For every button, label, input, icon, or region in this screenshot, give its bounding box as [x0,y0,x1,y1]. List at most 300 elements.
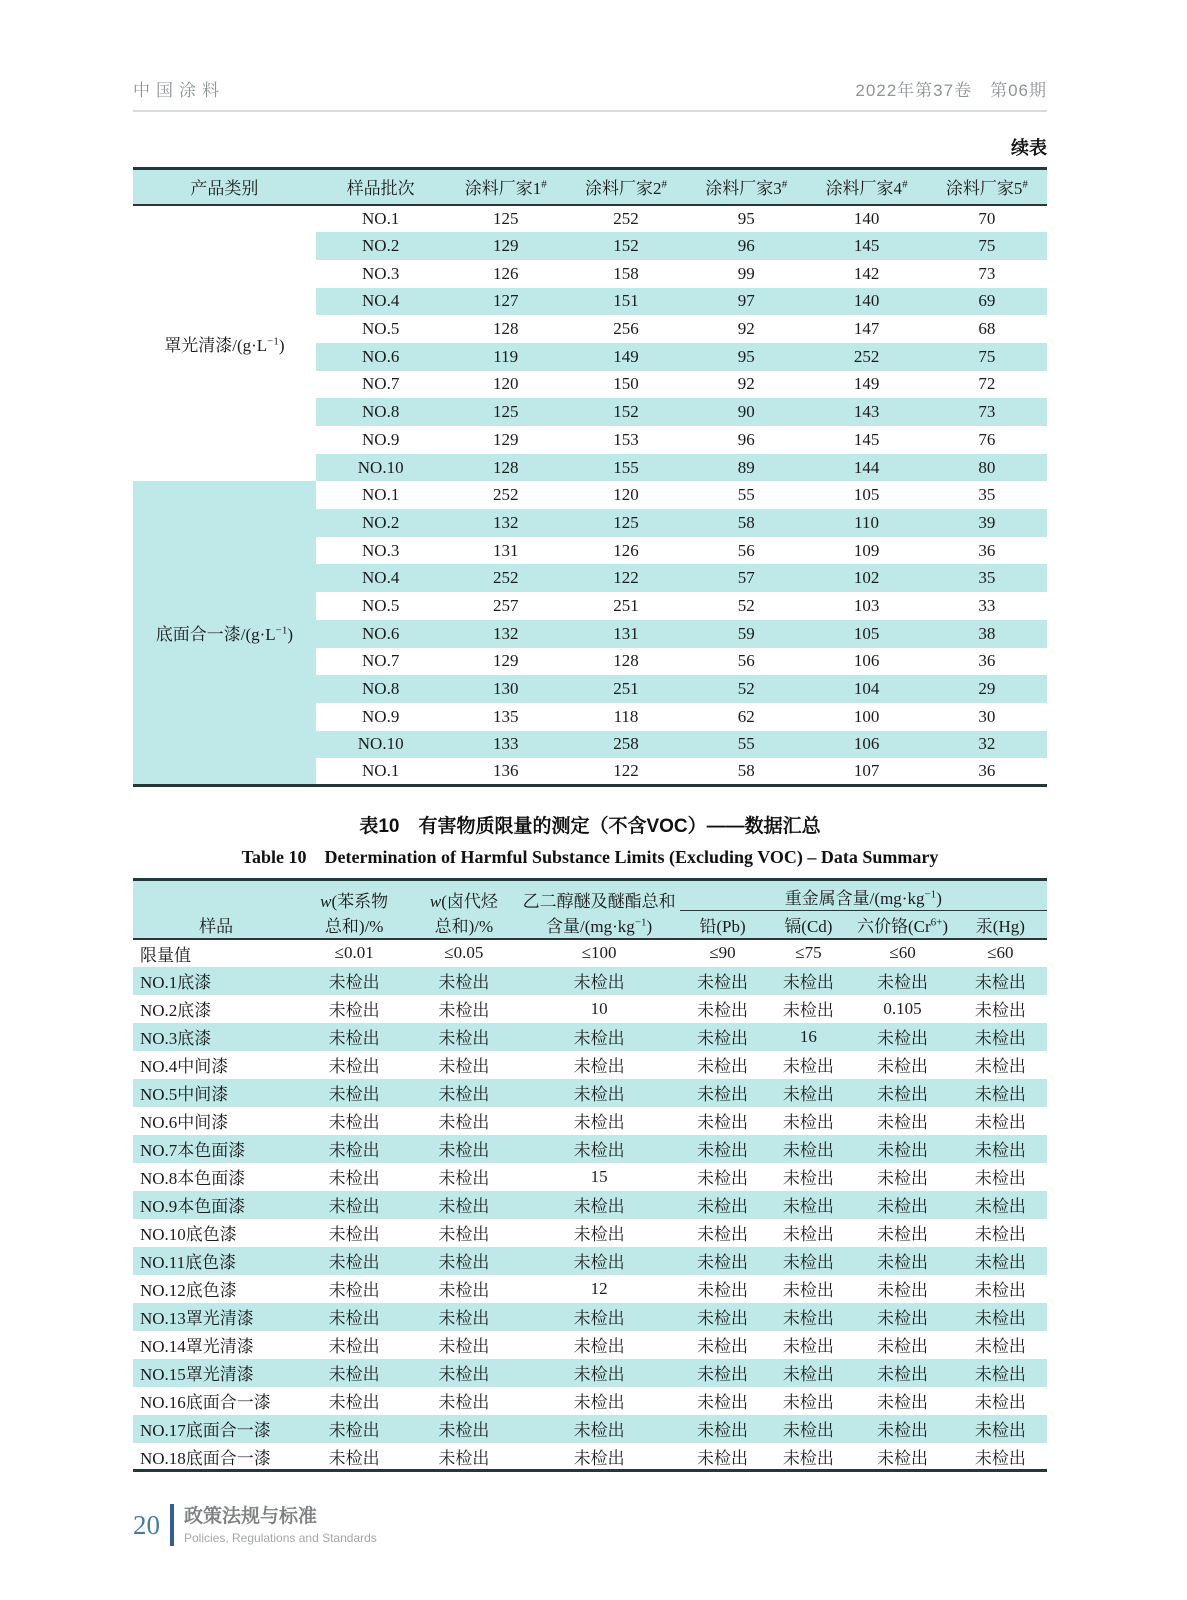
table-cell: 251 [613,595,639,615]
table-cell: 未检出 [974,1337,1026,1357]
table-cell: 未检出 [877,1029,929,1049]
table-cell: 未检出 [877,1281,929,1301]
sample-label-cell: NO.10底色漆 [140,1225,237,1245]
table-cell: 未检出 [974,1281,1026,1301]
table-cell: 122 [613,568,639,588]
table-cell: 未检出 [782,1337,834,1357]
table-cell: 128 [492,457,519,477]
section-title-en: Policies, Regulations and Standards [184,1530,377,1545]
table-row [133,1135,1047,1163]
table-cell: 130 [492,679,519,699]
table-cell: 153 [613,429,639,449]
table-cell: 131 [613,623,639,643]
table-cell: NO.4 [362,291,400,311]
page-number: 20 [133,1509,160,1540]
issue-info: 2022年第37卷 第06期 [855,81,1047,100]
table-cell: 257 [492,595,519,615]
table-cell: 未检出 [974,1309,1026,1329]
table-cell: 未检出 [438,1281,490,1301]
table-cell: NO.9 [362,429,400,449]
table-row [133,939,1047,967]
sample-label-cell: NO.7本色面漆 [140,1141,246,1161]
sample-label-cell: NO.14罩光清漆 [140,1337,254,1357]
table-cell: 76 [978,429,996,449]
table-cell: 118 [613,706,639,726]
table-cell: NO.8 [362,402,400,422]
table-cell: 95 [737,346,755,366]
table-row [133,1331,1047,1359]
sample-label-cell: NO.18底面合一漆 [140,1448,271,1468]
table-cell: 未检出 [782,1253,834,1273]
table-cell: 132 [492,512,519,532]
table-cell: 128 [613,651,639,671]
table-cell: 未检出 [438,1309,490,1329]
table-cell: 56 [737,540,755,560]
table-cell: 未检出 [877,1169,929,1189]
page-header [133,76,1047,112]
column-header: 涂料厂家4# [825,178,908,199]
table-cell: 32 [978,734,996,754]
table-cell: 未检出 [782,1113,834,1133]
table-cell: 未检出 [782,1448,834,1468]
table-cell: 151 [613,291,639,311]
table-cell: 133 [492,734,519,754]
table-cell: 135 [492,706,519,726]
table-cell: 147 [853,319,880,339]
table-cell: 未检出 [328,1029,380,1049]
col-header-heavy-metals: 重金属含量$/(mg\cdot kg^{-1})$ [680,880,1047,911]
table-cell: 120 [492,374,519,394]
table-cell: 未检出 [697,1337,748,1357]
table-cell: 未检出 [438,1057,490,1077]
table-cell: 未检出 [438,1393,490,1413]
table-cell: 96 [737,236,755,256]
table-cell: 未检出 [974,1253,1026,1273]
table-cell: 70 [978,208,996,228]
table-cell: 未检出 [782,1309,834,1329]
table-cell: NO.4 [362,568,400,588]
table-cell: 100 [853,706,880,726]
table-cell: 251 [613,679,639,699]
table-cell: ≤75 [795,943,822,963]
table-cell: 96 [737,429,755,449]
header-row [133,880,1047,911]
category-cell: 底面合一漆$/(g\cdot L^{-1})$ [133,481,316,786]
table-cell: 未检出 [438,1169,490,1189]
table-cell: NO.1 [362,208,400,228]
table-cell: 未检出 [782,1001,834,1021]
table-cell: 未检出 [877,1365,929,1385]
table-cell: 未检出 [328,1197,380,1217]
table-cell: 未检出 [438,1001,490,1021]
table-cell: 未检出 [877,1113,929,1133]
harmful-table-head [133,880,1047,939]
journal-name: 中国涂料 [133,81,225,100]
table-cell: 未检出 [438,1448,490,1468]
table-cell: 未检出 [877,1057,929,1077]
table-row [133,1219,1047,1247]
table-cell: 未检出 [328,1281,380,1301]
table-cell: 106 [853,651,880,671]
table-cell: 30 [978,706,996,726]
table-row [133,1051,1047,1079]
table-cell: 未检出 [877,1225,929,1245]
table-cell: 未检出 [782,1169,834,1189]
table-cell: 未检出 [438,1141,490,1161]
table-cell: 35 [978,485,996,505]
table-cell: 未检出 [697,1029,748,1049]
table-cell: 未检出 [573,1057,625,1077]
table-cell: 36 [978,761,996,781]
table-cell: 125 [492,402,519,422]
table-cell: 未检出 [877,1141,929,1161]
table-cell: 未检出 [573,1421,625,1441]
table-cell: 110 [854,512,879,532]
table-cell: 252 [492,485,519,505]
table-cell: 未检出 [782,1197,834,1217]
table-cell: 未检出 [438,1225,490,1245]
table-cell: 未检出 [782,1085,834,1105]
table-cell: 未检出 [697,1421,748,1441]
table-cell: 未检出 [697,1085,748,1105]
table-cell: 未检出 [573,1141,625,1161]
table-cell: NO.3 [362,263,400,283]
table-cell: 92 [737,374,755,394]
table-cell: 145 [853,236,880,256]
table-row [133,1163,1047,1191]
table-cell: 90 [737,402,755,422]
table-cell: 未检出 [438,1365,490,1385]
table-cell: 62 [737,706,755,726]
table-cell: 未检出 [573,1085,625,1105]
table10-title-cn: 表10 有害物质限量的测定（不含VOC）——数据汇总 [359,816,821,838]
table-cell: 未检出 [697,1225,748,1245]
table-cell: 未检出 [974,1057,1026,1077]
table-row [133,1359,1047,1387]
table-cell: 未检出 [438,1337,490,1357]
table-row [133,1191,1047,1219]
table-cell: 142 [853,263,880,283]
table-cell: 36 [978,540,996,560]
table-cell: 95 [737,208,755,228]
table-row [133,1023,1047,1051]
table-cell: 106 [853,734,880,754]
sample-label-cell: NO.5中间漆 [140,1085,229,1105]
column-header: 涂料厂家1# [464,178,547,199]
table-cell: 未检出 [974,973,1026,993]
col-header-sample: 样品 [199,916,234,936]
table-cell: 36 [978,651,996,671]
table-cell: 125 [613,512,639,532]
category-cell: 罩光清漆$/(g\cdot L^{-1})$ [133,205,316,482]
table-cell: ≤90 [709,943,736,963]
sample-label-cell: NO.11底色漆 [140,1253,237,1273]
table-cell: 102 [853,568,880,588]
harmful-substance-table [133,878,1047,1472]
table-cell: 未检出 [328,1085,380,1105]
table-cell: 未检出 [697,1393,748,1413]
table-cell: 149 [613,346,639,366]
table-cell: 未检出 [328,1113,380,1133]
table-cell: 未检出 [328,1141,380,1161]
table-cell: 29 [978,679,996,699]
table-cell: 未检出 [697,1281,748,1301]
table-cell: 未检出 [697,1001,748,1021]
table-cell: 未检出 [697,1113,748,1133]
table-row [133,1303,1047,1331]
table-cell: 15 [590,1166,608,1186]
table-cell: ≤60 [889,943,916,963]
table-cell: 75 [978,346,996,366]
table-cell: 73 [978,263,996,283]
table-cell: 未检出 [877,973,929,993]
table-cell: 未检出 [573,1029,625,1049]
table-cell: 127 [492,291,519,311]
table-cell: NO.2 [362,512,400,532]
table-cell: 136 [492,761,519,781]
column-header: 涂料厂家5# [945,178,1028,199]
table-cell: 120 [613,485,639,505]
page-content [133,0,1047,1546]
table-cell: 未检出 [328,1253,380,1273]
footer-divider-bar [170,1504,174,1546]
sample-label-cell: NO.3底漆 [140,1029,212,1049]
table-cell: 未检出 [438,1197,490,1217]
col-header-lead: 铅(Pb) [699,917,746,937]
table-cell: 119 [493,346,519,366]
col-header-mercury: 汞(Hg) [975,917,1025,937]
table-cell: ≤0.05 [444,943,484,963]
table-cell: 57 [737,568,755,588]
table-cell: 150 [613,374,639,394]
table-cell: 56 [737,651,755,671]
table-cell: 未检出 [438,1253,490,1273]
table-cell: 未检出 [974,1085,1026,1105]
table-row [133,1079,1047,1107]
table-cell: 未检出 [573,1225,625,1245]
table-row [133,1107,1047,1135]
table-cell: 140 [853,208,880,228]
col-header-glycol: 乙二醇醚及醚酯总和 含量$/(mg\cdot kg^{-1})$ [522,891,676,936]
table-cell: 未检出 [697,1057,748,1077]
sample-label-cell: NO.4中间漆 [140,1057,229,1077]
table-cell: 未检出 [328,1169,380,1189]
sample-label-cell: NO.12底色漆 [140,1281,237,1301]
table-cell: 58 [737,761,755,781]
table-cell: 未检出 [782,1225,834,1245]
table-cell: 未检出 [328,1393,380,1413]
table-cell: 未检出 [877,1253,929,1273]
table-row [133,1415,1047,1443]
table-cell: 155 [613,457,639,477]
table-cell: 未检出 [697,1197,748,1217]
table-cell: 未检出 [782,1057,834,1077]
continued-table-label: 续表 [1011,138,1047,158]
footer-section [184,1506,377,1545]
table-cell: 59 [737,623,755,643]
table-cell: 131 [492,540,519,560]
table-cell: 73 [978,402,996,422]
table-cell: NO.7 [362,374,400,394]
table-cell: 未检出 [697,1253,748,1273]
table-cell: 55 [737,734,755,754]
table-cell: 149 [853,374,880,394]
table-cell: NO.1 [362,761,400,781]
sample-label-cell: NO.15罩光清漆 [140,1365,254,1385]
table-cell: 未检出 [782,1393,834,1413]
table-cell: 未检出 [573,1309,625,1329]
sample-label-cell: 限量值 [140,945,191,965]
table-cell: 158 [613,263,639,283]
table-cell: NO.9 [362,706,400,726]
sample-label-cell: NO.13罩光清漆 [140,1309,254,1329]
table-cell: 143 [853,402,880,422]
table-row [133,1275,1047,1303]
table-cell: 145 [853,429,880,449]
table-cell: ≤0.01 [334,943,374,963]
table-cell: 126 [492,263,519,283]
sample-label-cell: NO.6中间漆 [140,1113,229,1133]
table-cell: 未检出 [328,1309,380,1329]
table-cell: NO.7 [362,651,400,671]
column-header: 样品批次 [346,179,415,199]
table-cell: 252 [492,568,519,588]
sample-label-cell: NO.9本色面漆 [140,1197,246,1217]
table-cell: 未检出 [974,1197,1026,1217]
table-cell: NO.8 [362,679,400,699]
table-cell: 未检出 [573,1197,625,1217]
table-cell: 39 [978,512,996,532]
table-cell: 35 [978,568,996,588]
table-cell: ≤60 [987,943,1014,963]
table-cell: 109 [853,540,880,560]
table-cell: 未检出 [328,1421,380,1441]
table-cell: 未检出 [877,1393,929,1413]
table-cell: 未检出 [573,973,625,993]
table-cell: 97 [737,291,755,311]
table-cell: NO.10 [357,457,404,477]
table10-title-en: Table 10 Determination of Harmful Substance Limits (Excluding VOC) – Data Summary [241,847,939,868]
table-cell: NO.1 [362,485,400,505]
table-cell: 未检出 [328,1225,380,1245]
table-cell: 未检出 [974,1113,1026,1133]
col-header-halogenated: w(卤代烃 总和)/% [429,891,498,936]
table-cell: 10 [590,998,608,1018]
col-header-chromium: 六价铬$(Cr^{6+})$ [857,916,949,937]
table-cell: 252 [613,208,639,228]
table-cell: 未检出 [877,1085,929,1105]
table-cell: 128 [492,319,519,339]
table-cell: 未检出 [328,1057,380,1077]
table-cell: 未检出 [438,973,490,993]
table-cell: 未检出 [877,1448,929,1468]
table-cell: 未检出 [573,1365,625,1385]
table-cell: 未检出 [438,1421,490,1441]
table-cell: 未检出 [782,1141,834,1161]
table-cell: 未检出 [328,1001,380,1021]
table-cell: 152 [613,236,639,256]
table-cell: 16 [799,1026,817,1046]
table-cell: 103 [853,595,880,615]
table-cell: 未检出 [974,1225,1026,1245]
sample-label-cell: NO.17底面合一漆 [140,1421,271,1441]
table-cell: 未检出 [974,1001,1026,1021]
table-cell: 未检出 [328,1337,380,1357]
table-cell: 107 [853,761,880,781]
table-cell: NO.6 [362,346,400,366]
table-cell: 未检出 [697,1309,748,1329]
table-cell: 未检出 [328,973,380,993]
table-cell: 258 [613,734,639,754]
table-cell: 129 [492,236,519,256]
table-cell: 80 [978,457,996,477]
table-row [133,967,1047,995]
section-title-cn: 政策法规与标准 [184,1506,318,1528]
table-cell: 未检出 [697,1448,748,1468]
table-cell: 未检出 [573,1113,625,1133]
column-header: 涂料厂家2# [585,178,667,199]
table-row [133,1387,1047,1415]
table-cell: 未检出 [438,1113,490,1133]
table-cell: 未检出 [438,1029,490,1049]
table-cell: 144 [853,457,880,477]
table-cell: 105 [853,485,880,505]
header-row [133,169,1047,205]
table-cell: 未检出 [974,1029,1026,1049]
col-header-cadmium: 镉(Cd) [784,917,833,937]
col-header-benzene: w(苯系物 总和)/% [320,891,389,936]
harmful-table-body [133,939,1047,1471]
table-cell: 104 [853,679,880,699]
table-cell: NO.3 [362,540,400,560]
table-cell: 12 [590,1278,608,1298]
table-cell: 129 [492,651,519,671]
table-cell: NO.5 [362,319,400,339]
table-cell: NO.2 [362,236,400,256]
table-cell: 99 [737,263,755,283]
table-cell: 未检出 [573,1253,625,1273]
table-cell: 未检出 [974,1448,1026,1468]
table-cell: 未检出 [328,1365,380,1385]
table-cell: 未检出 [573,1393,625,1413]
table-cell: ≤100 [581,943,617,963]
table-cell: 未检出 [974,1169,1026,1189]
table-cell: 75 [978,236,996,256]
table-cell: 未检出 [697,1169,748,1189]
table-row [133,481,1047,509]
table-cell: 未检出 [877,1337,929,1357]
table-cell: 未检出 [328,1448,380,1468]
table-cell: 68 [978,319,996,339]
table-cell: NO.6 [362,623,400,643]
sample-label-cell: NO.16底面合一漆 [140,1393,271,1413]
table-cell: 未检出 [697,1365,748,1385]
table-cell: 125 [492,208,519,228]
table-cell: 129 [492,429,519,449]
table-cell: 未检出 [782,1281,834,1301]
table-cell: 未检出 [438,1085,490,1105]
table-cell: 38 [978,623,996,643]
table-cell: 未检出 [974,1141,1026,1161]
table-cell: 未检出 [877,1197,929,1217]
table-cell: 52 [737,679,755,699]
table-cell: 未检出 [782,1365,834,1385]
voc-table-head [133,169,1047,205]
page-footer [133,1504,1047,1546]
table-cell: 58 [737,512,755,532]
table-cell: 未检出 [573,1448,625,1468]
table-cell: 152 [613,402,639,422]
